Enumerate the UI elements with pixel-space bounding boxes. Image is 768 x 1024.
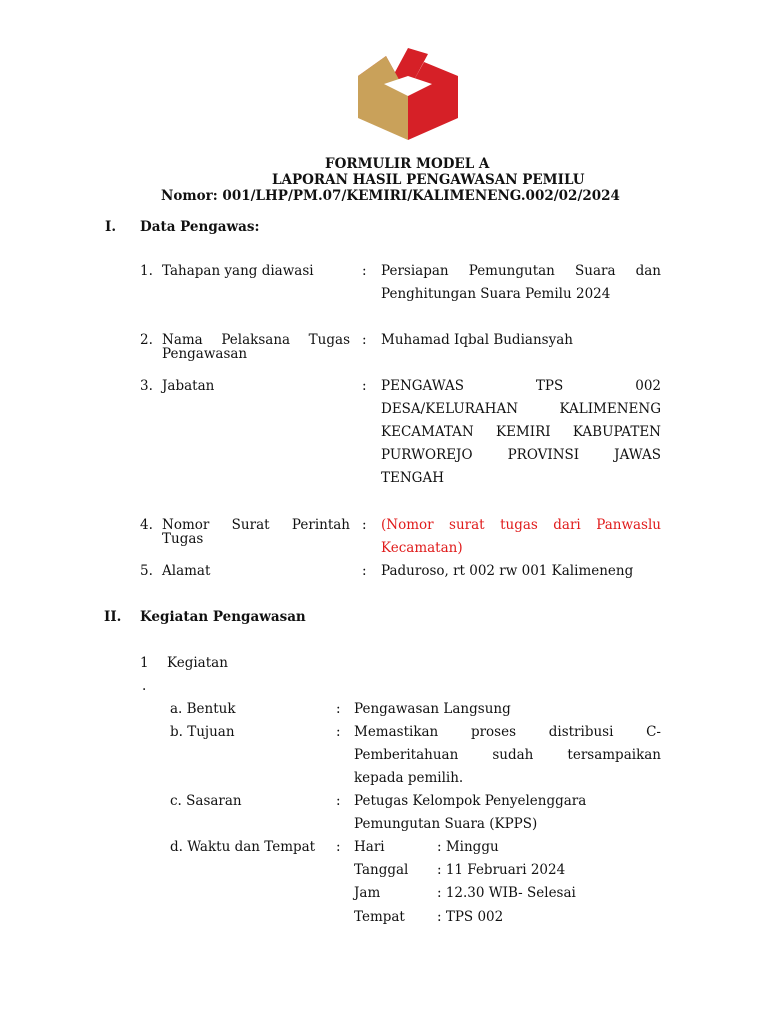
row-label: d. Waktu dan Tempat (170, 839, 316, 855)
row-colon: : (336, 793, 341, 809)
activity-number: 1 (140, 655, 149, 671)
detail-key: Hari (354, 839, 385, 855)
row-colon: : (336, 701, 341, 717)
item-colon: : (362, 263, 367, 279)
detail-value: : 12.30 WIB- Selesai (437, 885, 576, 901)
item-number: 2. (140, 332, 153, 348)
row-value: Pemberitahuan sudah tersampaikan (354, 747, 661, 763)
item-number: 3. (140, 378, 153, 394)
detail-key: Tanggal (354, 862, 409, 878)
detail-key: Jam (354, 885, 381, 901)
item-label: Alamat (162, 563, 211, 579)
item-colon: : (362, 378, 367, 394)
detail-key: Tempat (354, 909, 405, 925)
item-label: Tahapan yang diawasi (162, 263, 314, 279)
row-value: Pengawasan Langsung (354, 701, 511, 717)
item-value: DESA/KELURAHAN KALIMENENG (381, 401, 661, 417)
item-label: Tugas (162, 531, 204, 547)
item-number: 5. (140, 563, 153, 579)
item-value: TENGAH (381, 470, 444, 486)
section-number: I. (105, 219, 117, 235)
section-title: Data Pengawas: (140, 219, 260, 235)
item-value: Paduroso, rt 002 rw 001 Kalimeneng (381, 563, 634, 579)
item-value: Penghitungan Suara Pemilu 2024 (381, 286, 611, 302)
item-label: Nomor Surat Perintah (162, 517, 350, 533)
item-value: PENGAWAS TPS 002 (381, 378, 661, 394)
detail-value: : 11 Februari 2024 (437, 862, 566, 878)
item-number: 4. (140, 517, 153, 533)
item-value-placeholder: Kecamatan) (381, 540, 463, 556)
item-value: KECAMATAN KEMIRI KABUPATEN (381, 424, 661, 440)
item-colon: : (362, 332, 367, 348)
form-title: FORMULIR MODEL A (325, 156, 490, 172)
item-label: Jabatan (162, 378, 215, 394)
item-value: PURWOREJO PROVINSI JAWAS (381, 447, 661, 463)
item-colon: : (362, 517, 367, 533)
row-value: Memastikan proses distribusi C- (354, 724, 661, 740)
item-value: Muhamad Iqbal Budiansyah (381, 332, 573, 348)
section-number: II. (104, 609, 122, 625)
row-colon: : (336, 839, 341, 855)
item-number: 1. (140, 263, 153, 279)
detail-value: : TPS 002 (437, 909, 504, 925)
row-label: c. Sasaran (170, 793, 242, 809)
item-colon: : (362, 563, 367, 579)
bawaslu-logo (354, 46, 460, 140)
activity-label: Kegiatan (167, 655, 228, 671)
row-value: Petugas Kelompok Penyelenggara (354, 793, 587, 809)
detail-value: : Minggu (437, 839, 499, 855)
activity-dot: . (142, 678, 147, 694)
row-value: kepada pemilih. (354, 770, 464, 786)
item-label: Nama Pelaksana Tugas (162, 332, 350, 348)
row-label: a. Bentuk (170, 701, 236, 717)
item-value-placeholder: (Nomor surat tugas dari Panwaslu (381, 517, 661, 533)
row-value: Pemungutan Suara (KPPS) (354, 816, 538, 832)
row-colon: : (336, 724, 341, 740)
row-label: b. Tujuan (170, 724, 235, 740)
section-title: Kegiatan Pengawasan (140, 609, 306, 625)
item-value: Persiapan Pemungutan Suara dan (381, 263, 661, 279)
item-label: Pengawasan (162, 346, 248, 362)
report-title: LAPORAN HASIL PENGAWASAN PEMILU (272, 172, 585, 188)
document-number: Nomor: 001/LHP/PM.07/KEMIRI/KALIMENENG.002/02/2024 (161, 188, 620, 204)
